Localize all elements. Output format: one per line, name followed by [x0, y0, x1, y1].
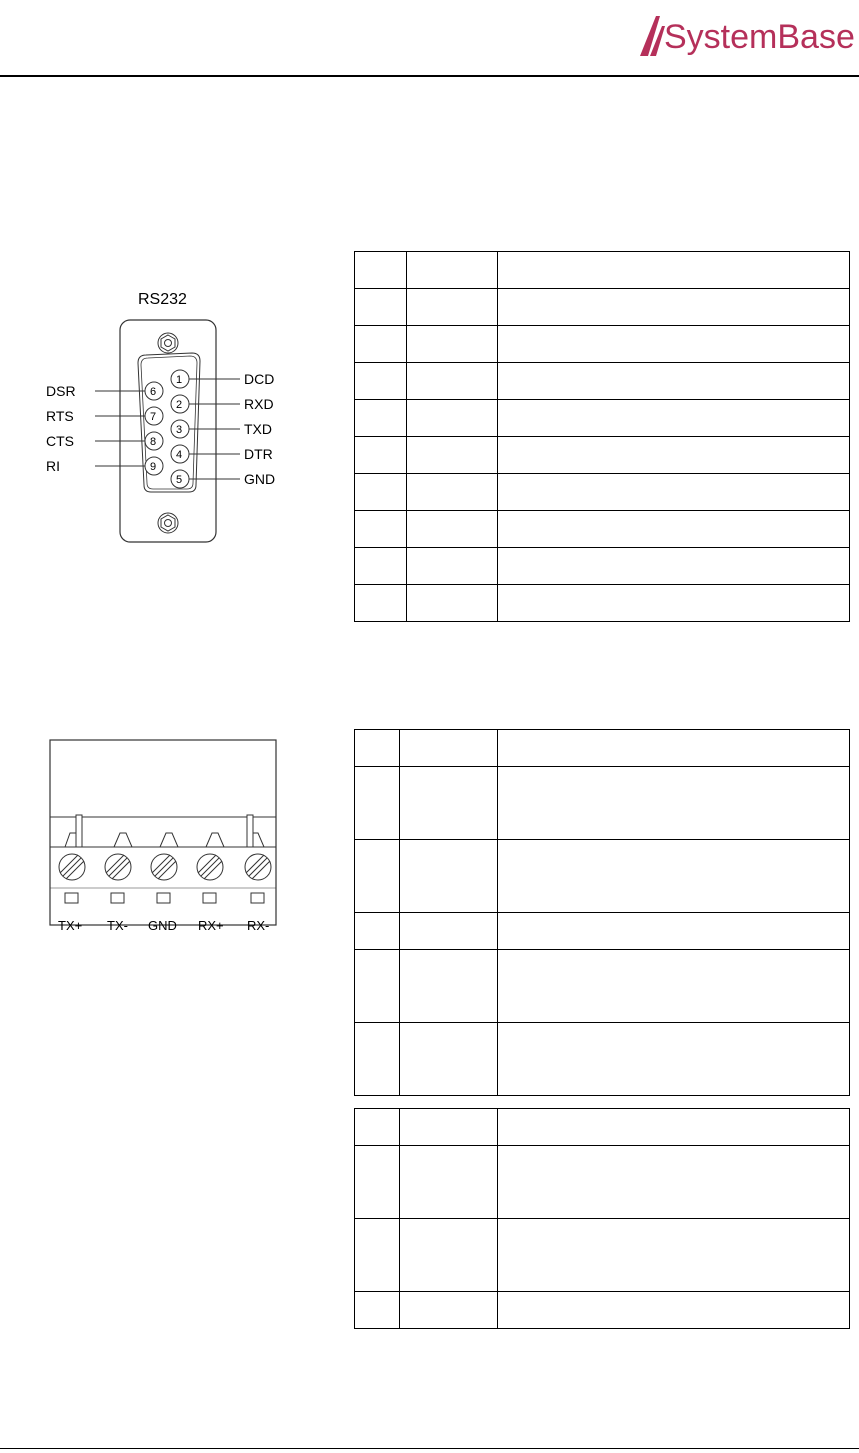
- label-tx-minus: TX-: [107, 918, 128, 933]
- label-ri: RI: [46, 458, 60, 474]
- table-cell: [498, 950, 850, 1023]
- table-cell: [400, 1292, 498, 1329]
- table-cell: [400, 730, 498, 767]
- label-txd: TXD: [244, 421, 272, 437]
- table-row: [355, 840, 850, 913]
- label-rx-minus: RX-: [247, 918, 270, 933]
- table-cell: [355, 363, 407, 400]
- pin-1: [171, 370, 189, 388]
- table-cell: [355, 1109, 400, 1146]
- pin-9: [145, 457, 163, 475]
- label-gnd-terminal: GND: [148, 918, 177, 933]
- label-cts: CTS: [46, 433, 74, 449]
- table-row: [355, 511, 850, 548]
- table-cell: [355, 1219, 400, 1292]
- label-rts: RTS: [46, 408, 74, 424]
- table-cell: [400, 1023, 498, 1096]
- systembase-logo: [636, 12, 856, 58]
- table-cell: [355, 252, 407, 289]
- table-cell: [498, 840, 850, 913]
- logo-text: SystemBase: [664, 18, 855, 56]
- table-cell: [498, 437, 850, 474]
- table-cell: [355, 1146, 400, 1219]
- pin-2: [171, 395, 189, 413]
- table-row: [355, 474, 850, 511]
- table-cell: [498, 1219, 850, 1292]
- table-cell: [355, 400, 407, 437]
- rs232-db9-figure: [40, 285, 300, 550]
- svg-text:7: 7: [150, 411, 157, 423]
- pin-4: [171, 445, 189, 463]
- table-cell: [498, 326, 850, 363]
- table-cell: [355, 585, 407, 622]
- table-row: [355, 1023, 850, 1096]
- table-row: [355, 326, 850, 363]
- rs485-pin-table-body: [355, 1109, 850, 1329]
- table-cell: [407, 326, 498, 363]
- table-cell: [355, 1292, 400, 1329]
- table-cell: [400, 1219, 498, 1292]
- table-row: [355, 400, 850, 437]
- table-row: [355, 730, 850, 767]
- table-row: [355, 363, 850, 400]
- table-row: [355, 548, 850, 585]
- table-cell: [498, 1292, 850, 1329]
- table-cell: [498, 913, 850, 950]
- table-row: [355, 1219, 850, 1292]
- svg-text:6: 6: [150, 386, 157, 398]
- table-cell: [355, 326, 407, 363]
- table-cell: [498, 289, 850, 326]
- pin-3: [171, 420, 189, 438]
- svg-text:9: 9: [150, 461, 157, 473]
- label-dcd: DCD: [244, 371, 275, 387]
- table-cell: [407, 400, 498, 437]
- table-cell: [498, 1023, 850, 1096]
- rs485-pin-table: [354, 1108, 850, 1329]
- table-row: [355, 1146, 850, 1219]
- label-dtr: DTR: [244, 446, 273, 462]
- label-gnd: GND: [244, 471, 276, 487]
- table-cell: [498, 1146, 850, 1219]
- pin-8: [145, 432, 163, 450]
- table-cell: [355, 767, 400, 840]
- table-cell: [355, 730, 400, 767]
- terminal-block-figure: [40, 735, 285, 935]
- table-cell: [498, 474, 850, 511]
- table-cell: [355, 474, 407, 511]
- rs232-pin-table: [354, 251, 850, 622]
- table-cell: [407, 585, 498, 622]
- table-cell: [407, 437, 498, 474]
- table-cell: [355, 548, 407, 585]
- logo-swoosh-icon: [640, 16, 665, 56]
- table-row: [355, 913, 850, 950]
- table-cell: [407, 252, 498, 289]
- table-cell: [400, 1109, 498, 1146]
- svg-text:8: 8: [150, 436, 157, 448]
- svg-text:4: 4: [176, 449, 183, 461]
- table-cell: [400, 913, 498, 950]
- header-rule: [0, 75, 859, 77]
- table-cell: [498, 730, 850, 767]
- table-row: [355, 767, 850, 840]
- table-row: [355, 1109, 850, 1146]
- rs232-pin-table-body: [355, 252, 850, 622]
- screw-icon: [59, 854, 271, 880]
- table-cell: [498, 400, 850, 437]
- pin-6: [145, 382, 163, 400]
- pin-5: [171, 470, 189, 488]
- label-tx-plus: TX+: [58, 918, 83, 933]
- rs422-pin-table: [354, 729, 850, 1096]
- table-cell: [355, 950, 400, 1023]
- svg-text:1: 1: [176, 374, 183, 386]
- footer-rule: [0, 1448, 859, 1449]
- svg-text:5: 5: [176, 474, 183, 486]
- svg-text:3: 3: [176, 424, 183, 436]
- table-cell: [498, 585, 850, 622]
- table-cell: [355, 437, 407, 474]
- table-cell: [407, 363, 498, 400]
- table-cell: [498, 767, 850, 840]
- rs422-pin-table-body: [355, 730, 850, 1096]
- rs232-figure-title: RS232: [138, 291, 187, 308]
- table-cell: [355, 511, 407, 548]
- screw-bottom-icon: [158, 513, 178, 533]
- table-cell: [498, 363, 850, 400]
- table-cell: [498, 511, 850, 548]
- table-row: [355, 950, 850, 1023]
- table-row: [355, 1292, 850, 1329]
- label-dsr: DSR: [46, 383, 76, 399]
- label-rx-plus: RX+: [198, 918, 224, 933]
- table-cell: [400, 840, 498, 913]
- pin-7: [145, 407, 163, 425]
- table-cell: [400, 767, 498, 840]
- table-cell: [498, 1109, 850, 1146]
- table-cell: [355, 289, 407, 326]
- label-rxd: RXD: [244, 396, 274, 412]
- table-cell: [407, 548, 498, 585]
- screw-top-icon: [158, 333, 178, 353]
- table-cell: [407, 289, 498, 326]
- table-cell: [407, 474, 498, 511]
- table-row: [355, 585, 850, 622]
- table-row: [355, 252, 850, 289]
- svg-text:2: 2: [176, 399, 183, 411]
- table-cell: [498, 548, 850, 585]
- table-cell: [400, 950, 498, 1023]
- table-cell: [355, 840, 400, 913]
- table-cell: [355, 913, 400, 950]
- table-cell: [407, 511, 498, 548]
- table-row: [355, 437, 850, 474]
- table-cell: [400, 1146, 498, 1219]
- table-row: [355, 289, 850, 326]
- table-cell: [355, 1023, 400, 1096]
- table-cell: [498, 252, 850, 289]
